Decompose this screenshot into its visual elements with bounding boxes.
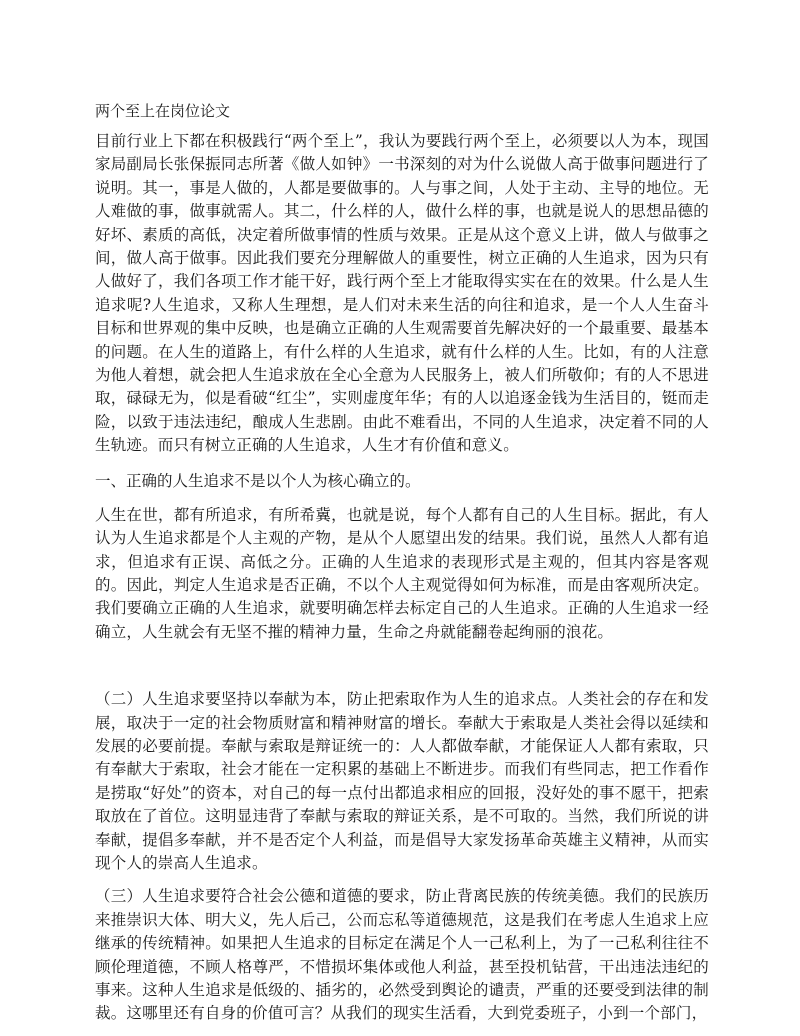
section-1-paragraph: 人生在世，都有所追求，有所希冀，也就是说，每个人都有自己的人生目标。据此，有人认为人生追求都是个人主观的产物，是从个人愿望出发的结果。我们说，虽然人人都有追求，但追求有正误、高低之分。正确的人生追求的表现形式是主观的，但其内容是客观的。因此，判定人生追求是否正确，不以个人主观觉得如何为标准，而是由客观所决定。我们要确立正确的人生追求，就要明确怎样去标定自己的人生追求。正确的人生追求一经确立，人生就会有无坚不摧的精神力量，生命之舟就能翻卷起绚丽的浪花。 bbox=[95, 505, 709, 641]
blank-gap bbox=[95, 654, 709, 688]
intro-paragraph: 目前行业上下都在积极践行“两个至上”，我认为要践行两个至上，必须要以人为本，现国家局副局长张保振同志所著《做人如钟》一书深刻的对为什么说做人高于做事问题进行了说明。其一，事是人做的，人都是要做事的。人与事之间，人处于主动、主导的地位。无人难做的事，做事就需人。其二，什么样的人，做什么样的事，也就是说人的思想品德的好坏、素质的高低，决定着所做事情的性质与效果。正是从这个意义上讲，做人与做事之间，做人高于做事。因此我们要充分理解做人的重要性，树立正确的人生追求，因为只有人做好了，我们各项工作才能干好，践行两个至上才能取得实实在在的效果。什么是人生追求呢?人生追求，又称人生理想，是人们对未来生活的向往和追求，是一个人人生奋斗目标和世界观的集中反映，也是确立正确的人生观需要首先解决好的一个最重要、最基本的问题。在人生的道路上，有什么样的人生追求，就有什么样的人生。比如，有的人注意为他人着想，就会把人生追求放在全心全意为人民服务上，被人们所敬仰；有的人不思进取，碌碌无为，似是看破“红尘”，实则虚度年华；有的人以追逐金钱为生活目的，铤而走险，以致于违法违纪，酿成人生悲剧。由此不难看出，不同的人生追求，决定着不同的人生轨迹。而只有树立正确的人生追求，人生才有价值和意义。 bbox=[95, 132, 709, 455]
section-heading-1: 一、正确的人生追求不是以个人为核心确立的。 bbox=[95, 471, 421, 490]
document-title: 两个至上在岗位论文 bbox=[95, 102, 231, 120]
document-page bbox=[95, 98, 709, 1036]
section-3-paragraph: （三）人生追求要符合社会公德和道德的要求，防止背离民族的传统美德。我们的民族历来推崇识大体、明大义，先人后己，公而忘私等道德规范，这是我们在考虑人生追求上应继承的传统精神。如果把人生追求的目标定在满足个人一己私利上，为了一己私利往往不顾伦理道德，不顾人格尊严，不惜损坏集体或他人利益，甚至投机钻营，干出违法违纪的事来。这种人生追求是低级的、插劣的，必然受到舆论的谴责，严重的还要受到法律的制裁。这哪里还有自身的价值可言？从我们的现实生活看，大到党委班子，小到一个部门， bbox=[95, 887, 709, 1023]
section-2-paragraph: （二）人生追求要坚持以奉献为本，防止把索取作为人生的追求点。人类社会的存在和发展，取决于一定的社会物质财富和精神财富的增长。奉献大于索取是人类社会得以延续和发展的必要前提。奉献与索取是辩证统一的：人人都做奉献，才能保证人人都有索取，只有奉献大于索取，社会才能在一定积累的基础上不断进步。而我们有些同志，把工作看作是捞取“好处”的资本，对自己的每一点付出都追求相应的回报，没好处的事不愿干，把索取放在了首位。这明显违背了奉献与索取的辩证关系，是不可取的。当然，我们所说的讲奉献，提倡多奉献，并不是否定个人利益，而是倡导大家发扬革命英雄主义精神，从而实现个人的崇高人生追求。 bbox=[95, 690, 709, 872]
